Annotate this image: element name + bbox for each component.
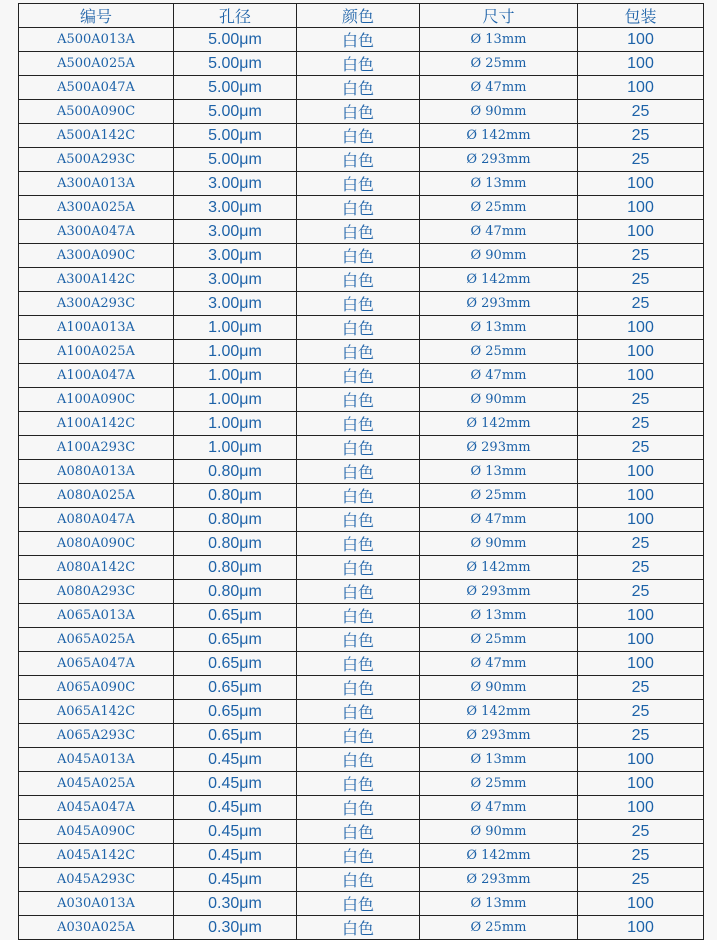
cell-pore-size: 0.80μm xyxy=(174,532,297,556)
cell-color: 白色 xyxy=(297,748,420,772)
cell-package: 100 xyxy=(578,892,704,916)
cell-color: 白色 xyxy=(297,844,420,868)
cell-code: A500A142C xyxy=(19,124,174,148)
cell-size: Ø 142mm xyxy=(420,556,578,580)
table-row xyxy=(19,772,704,796)
table-row xyxy=(19,628,704,652)
cell-code: A100A090C xyxy=(19,388,174,412)
cell-package: 25 xyxy=(578,820,704,844)
cell-color: 白色 xyxy=(297,76,420,100)
cell-size: Ø 293mm xyxy=(420,724,578,748)
cell-package: 100 xyxy=(578,172,704,196)
cell-color: 白色 xyxy=(297,52,420,76)
cell-code: A300A047A xyxy=(19,220,174,244)
cell-code: A500A025A xyxy=(19,52,174,76)
cell-code: A030A025A xyxy=(19,916,174,940)
table-row xyxy=(19,76,704,100)
table-row xyxy=(19,268,704,292)
cell-pore-size: 1.00μm xyxy=(174,436,297,460)
cell-package: 25 xyxy=(578,556,704,580)
table-row xyxy=(19,724,704,748)
cell-size: Ø 90mm xyxy=(420,388,578,412)
table-row xyxy=(19,244,704,268)
header-pore-size: 孔径 xyxy=(174,4,297,28)
cell-size: Ø 13mm xyxy=(420,892,578,916)
cell-color: 白色 xyxy=(297,436,420,460)
cell-package: 100 xyxy=(578,364,704,388)
cell-package: 100 xyxy=(578,652,704,676)
cell-size: Ø 25mm xyxy=(420,340,578,364)
cell-pore-size: 0.30μm xyxy=(174,916,297,940)
cell-color: 白色 xyxy=(297,196,420,220)
cell-package: 100 xyxy=(578,508,704,532)
cell-pore-size: 0.80μm xyxy=(174,508,297,532)
cell-size: Ø 25mm xyxy=(420,772,578,796)
cell-color: 白色 xyxy=(297,820,420,844)
cell-code: A100A013A xyxy=(19,316,174,340)
cell-pore-size: 5.00μm xyxy=(174,148,297,172)
cell-code: A045A047A xyxy=(19,796,174,820)
cell-pore-size: 0.65μm xyxy=(174,676,297,700)
table-row xyxy=(19,892,704,916)
cell-color: 白色 xyxy=(297,316,420,340)
cell-code: A045A090C xyxy=(19,820,174,844)
cell-pore-size: 0.45μm xyxy=(174,844,297,868)
cell-color: 白色 xyxy=(297,412,420,436)
table-row xyxy=(19,220,704,244)
cell-size: Ø 25mm xyxy=(420,916,578,940)
cell-color: 白色 xyxy=(297,292,420,316)
cell-color: 白色 xyxy=(297,772,420,796)
cell-pore-size: 3.00μm xyxy=(174,244,297,268)
cell-package: 100 xyxy=(578,28,704,52)
cell-color: 白色 xyxy=(297,124,420,148)
cell-size: Ø 90mm xyxy=(420,532,578,556)
cell-pore-size: 0.45μm xyxy=(174,820,297,844)
cell-color: 白色 xyxy=(297,892,420,916)
cell-code: A065A013A xyxy=(19,604,174,628)
table-row xyxy=(19,316,704,340)
cell-pore-size: 0.65μm xyxy=(174,724,297,748)
cell-color: 白色 xyxy=(297,220,420,244)
cell-color: 白色 xyxy=(297,508,420,532)
cell-color: 白色 xyxy=(297,100,420,124)
cell-package: 25 xyxy=(578,724,704,748)
cell-color: 白色 xyxy=(297,604,420,628)
table-row xyxy=(19,748,704,772)
cell-code: A080A293C xyxy=(19,580,174,604)
cell-pore-size: 1.00μm xyxy=(174,316,297,340)
cell-pore-size: 3.00μm xyxy=(174,220,297,244)
cell-size: Ø 47mm xyxy=(420,364,578,388)
table-row xyxy=(19,844,704,868)
cell-code: A500A013A xyxy=(19,28,174,52)
cell-code: A065A142C xyxy=(19,700,174,724)
cell-size: Ø 47mm xyxy=(420,76,578,100)
table-row xyxy=(19,28,704,52)
cell-code: A100A142C xyxy=(19,412,174,436)
cell-package: 100 xyxy=(578,460,704,484)
table-row xyxy=(19,124,704,148)
cell-size: Ø 90mm xyxy=(420,100,578,124)
cell-pore-size: 5.00μm xyxy=(174,52,297,76)
cell-color: 白色 xyxy=(297,532,420,556)
cell-size: Ø 90mm xyxy=(420,244,578,268)
cell-code: A300A142C xyxy=(19,268,174,292)
cell-package: 25 xyxy=(578,244,704,268)
cell-color: 白色 xyxy=(297,28,420,52)
table-row xyxy=(19,652,704,676)
cell-code: A100A025A xyxy=(19,340,174,364)
cell-pore-size: 0.80μm xyxy=(174,580,297,604)
header-color: 颜色 xyxy=(297,4,420,28)
cell-size: Ø 142mm xyxy=(420,700,578,724)
cell-color: 白色 xyxy=(297,364,420,388)
cell-pore-size: 5.00μm xyxy=(174,100,297,124)
table-row xyxy=(19,484,704,508)
cell-code: A065A047A xyxy=(19,652,174,676)
cell-size: Ø 13mm xyxy=(420,172,578,196)
cell-color: 白色 xyxy=(297,580,420,604)
table-row xyxy=(19,700,704,724)
cell-color: 白色 xyxy=(297,148,420,172)
table-row xyxy=(19,412,704,436)
cell-size: Ø 293mm xyxy=(420,868,578,892)
cell-color: 白色 xyxy=(297,868,420,892)
cell-package: 100 xyxy=(578,196,704,220)
cell-code: A045A013A xyxy=(19,748,174,772)
cell-code: A080A025A xyxy=(19,484,174,508)
cell-code: A300A293C xyxy=(19,292,174,316)
table-row xyxy=(19,388,704,412)
cell-package: 25 xyxy=(578,676,704,700)
table-row xyxy=(19,292,704,316)
cell-package: 100 xyxy=(578,796,704,820)
cell-package: 100 xyxy=(578,76,704,100)
header-code: 编号 xyxy=(19,4,174,28)
cell-pore-size: 5.00μm xyxy=(174,76,297,100)
cell-color: 白色 xyxy=(297,172,420,196)
header-package: 包装 xyxy=(578,4,704,28)
table-row xyxy=(19,460,704,484)
cell-color: 白色 xyxy=(297,676,420,700)
cell-package: 100 xyxy=(578,52,704,76)
cell-pore-size: 0.30μm xyxy=(174,892,297,916)
cell-package: 25 xyxy=(578,532,704,556)
cell-package: 25 xyxy=(578,844,704,868)
cell-code: A030A013A xyxy=(19,892,174,916)
cell-code: A100A047A xyxy=(19,364,174,388)
cell-package: 25 xyxy=(578,412,704,436)
cell-pore-size: 0.45μm xyxy=(174,772,297,796)
cell-pore-size: 0.65μm xyxy=(174,700,297,724)
cell-size: Ø 25mm xyxy=(420,628,578,652)
cell-pore-size: 0.65μm xyxy=(174,604,297,628)
filter-spec-table xyxy=(18,3,704,940)
cell-code: A045A293C xyxy=(19,868,174,892)
cell-size: Ø 90mm xyxy=(420,820,578,844)
cell-color: 白色 xyxy=(297,460,420,484)
table-row xyxy=(19,52,704,76)
cell-color: 白色 xyxy=(297,340,420,364)
cell-package: 100 xyxy=(578,772,704,796)
table-row xyxy=(19,172,704,196)
cell-size: Ø 142mm xyxy=(420,268,578,292)
cell-code: A065A293C xyxy=(19,724,174,748)
cell-pore-size: 0.80μm xyxy=(174,484,297,508)
cell-package: 100 xyxy=(578,484,704,508)
table-row xyxy=(19,820,704,844)
cell-size: Ø 47mm xyxy=(420,220,578,244)
cell-code: A300A025A xyxy=(19,196,174,220)
cell-package: 100 xyxy=(578,628,704,652)
cell-code: A045A142C xyxy=(19,844,174,868)
cell-package: 25 xyxy=(578,700,704,724)
cell-color: 白色 xyxy=(297,628,420,652)
cell-package: 25 xyxy=(578,436,704,460)
cell-size: Ø 142mm xyxy=(420,844,578,868)
cell-size: Ø 13mm xyxy=(420,604,578,628)
cell-code: A080A013A xyxy=(19,460,174,484)
table-row xyxy=(19,340,704,364)
cell-pore-size: 0.80μm xyxy=(174,556,297,580)
cell-size: Ø 25mm xyxy=(420,484,578,508)
cell-size: Ø 293mm xyxy=(420,436,578,460)
cell-size: Ø 25mm xyxy=(420,196,578,220)
cell-color: 白色 xyxy=(297,268,420,292)
cell-pore-size: 5.00μm xyxy=(174,28,297,52)
cell-code: A300A090C xyxy=(19,244,174,268)
cell-size: Ø 13mm xyxy=(420,28,578,52)
cell-package: 100 xyxy=(578,916,704,940)
cell-package: 25 xyxy=(578,388,704,412)
table-row xyxy=(19,196,704,220)
cell-color: 白色 xyxy=(297,652,420,676)
cell-color: 白色 xyxy=(297,244,420,268)
cell-size: Ø 293mm xyxy=(420,148,578,172)
cell-size: Ø 47mm xyxy=(420,796,578,820)
table-row xyxy=(19,532,704,556)
cell-size: Ø 13mm xyxy=(420,316,578,340)
cell-package: 100 xyxy=(578,748,704,772)
header-size: 尺寸 xyxy=(420,4,578,28)
cell-pore-size: 0.65μm xyxy=(174,628,297,652)
cell-package: 25 xyxy=(578,268,704,292)
cell-pore-size: 3.00μm xyxy=(174,268,297,292)
cell-size: Ø 90mm xyxy=(420,676,578,700)
cell-code: A100A293C xyxy=(19,436,174,460)
table-row xyxy=(19,796,704,820)
cell-package: 100 xyxy=(578,316,704,340)
table-row xyxy=(19,364,704,388)
cell-package: 25 xyxy=(578,100,704,124)
cell-package: 25 xyxy=(578,868,704,892)
cell-package: 25 xyxy=(578,148,704,172)
cell-pore-size: 5.00μm xyxy=(174,124,297,148)
cell-size: Ø 47mm xyxy=(420,508,578,532)
cell-package: 100 xyxy=(578,220,704,244)
table-header-row xyxy=(19,4,704,28)
cell-pore-size: 1.00μm xyxy=(174,364,297,388)
cell-color: 白色 xyxy=(297,700,420,724)
cell-code: A080A142C xyxy=(19,556,174,580)
cell-package: 100 xyxy=(578,604,704,628)
cell-color: 白色 xyxy=(297,724,420,748)
cell-pore-size: 0.80μm xyxy=(174,460,297,484)
cell-pore-size: 1.00μm xyxy=(174,412,297,436)
cell-code: A065A090C xyxy=(19,676,174,700)
cell-color: 白色 xyxy=(297,556,420,580)
cell-pore-size: 3.00μm xyxy=(174,196,297,220)
cell-size: Ø 293mm xyxy=(420,580,578,604)
table-row xyxy=(19,916,704,940)
cell-color: 白色 xyxy=(297,484,420,508)
table-row xyxy=(19,868,704,892)
cell-pore-size: 1.00μm xyxy=(174,340,297,364)
cell-size: Ø 293mm xyxy=(420,292,578,316)
cell-code: A500A090C xyxy=(19,100,174,124)
cell-size: Ø 25mm xyxy=(420,52,578,76)
cell-code: A300A013A xyxy=(19,172,174,196)
table-row xyxy=(19,676,704,700)
cell-pore-size: 0.65μm xyxy=(174,652,297,676)
cell-code: A500A047A xyxy=(19,76,174,100)
cell-size: Ø 47mm xyxy=(420,652,578,676)
cell-package: 25 xyxy=(578,292,704,316)
cell-pore-size: 1.00μm xyxy=(174,388,297,412)
cell-pore-size: 0.45μm xyxy=(174,748,297,772)
cell-code: A500A293C xyxy=(19,148,174,172)
cell-color: 白色 xyxy=(297,796,420,820)
cell-color: 白色 xyxy=(297,916,420,940)
cell-package: 25 xyxy=(578,580,704,604)
cell-pore-size: 0.45μm xyxy=(174,868,297,892)
cell-code: A045A025A xyxy=(19,772,174,796)
cell-code: A065A025A xyxy=(19,628,174,652)
table-row xyxy=(19,604,704,628)
cell-package: 25 xyxy=(578,124,704,148)
table-row xyxy=(19,556,704,580)
cell-pore-size: 3.00μm xyxy=(174,292,297,316)
table-row xyxy=(19,508,704,532)
table-row xyxy=(19,100,704,124)
cell-size: Ø 142mm xyxy=(420,412,578,436)
cell-code: A080A090C xyxy=(19,532,174,556)
table-row xyxy=(19,580,704,604)
cell-code: A080A047A xyxy=(19,508,174,532)
cell-color: 白色 xyxy=(297,388,420,412)
table-row xyxy=(19,436,704,460)
cell-size: Ø 142mm xyxy=(420,124,578,148)
cell-size: Ø 13mm xyxy=(420,460,578,484)
cell-package: 100 xyxy=(578,340,704,364)
cell-pore-size: 3.00μm xyxy=(174,172,297,196)
cell-size: Ø 13mm xyxy=(420,748,578,772)
table-row xyxy=(19,148,704,172)
cell-pore-size: 0.45μm xyxy=(174,796,297,820)
